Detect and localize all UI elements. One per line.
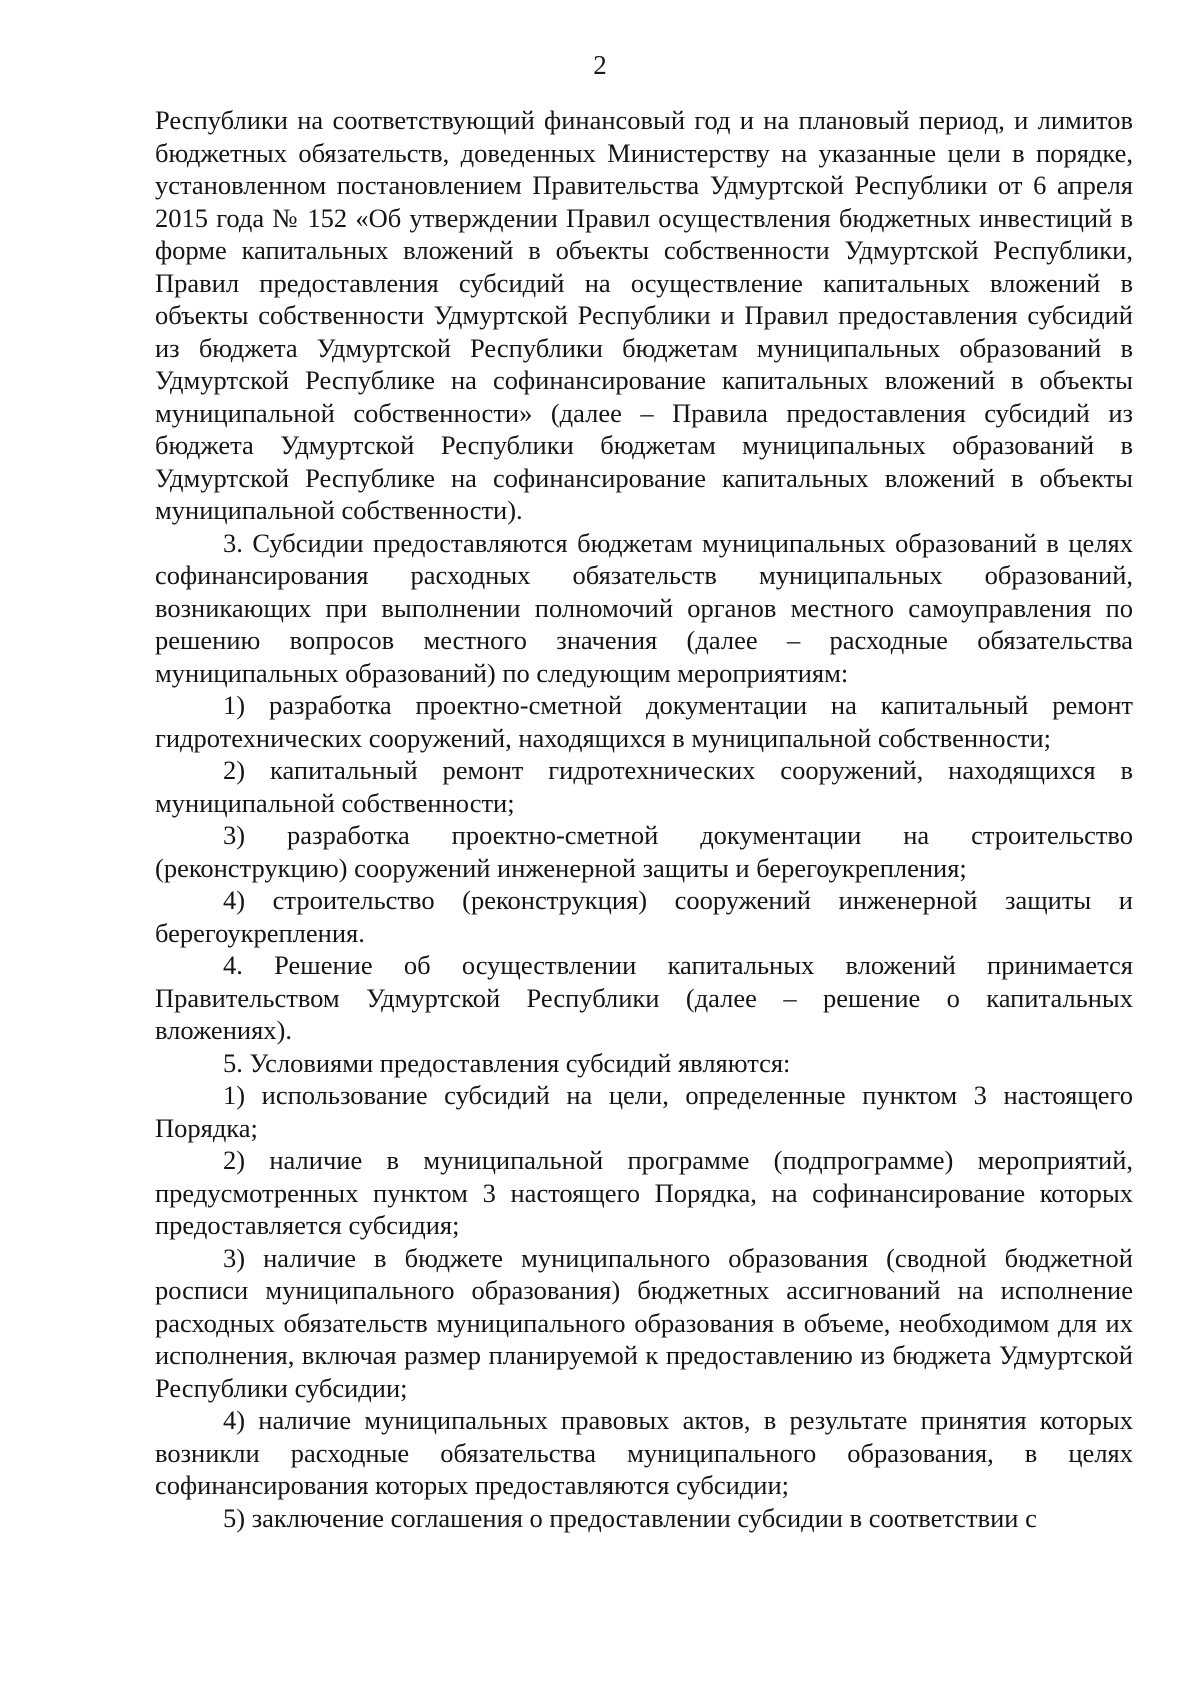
paragraph-subitem-5-5: 5) заключение соглашения о предоставлении субсидии в соответствии с <box>223 1502 1037 1533</box>
paragraph-item-3: 3. Субсидии предоставляются бюджетам муниципальных образований в целях софинансирования расходных обязательств муниципальных образований, возникающих при выполнении полномочий органов местного самоуправления по решению вопросов местного значения (далее – расходные обязательства муниципальных образований) по следующим мероприятиям: <box>155 527 1133 688</box>
paragraph-subitem-5-2: 2) наличие в муниципальной программе (подпрограмме) мероприятий, предусмотренных пунктом 3 настоящего Порядка, на софинансирование которых предоставляется субсидия; <box>155 1145 1133 1240</box>
document-body <box>155 104 1133 1534</box>
paragraph-subitem-3-3: 3) разработка проектно-сметной документации на строительство (реконструкцию) сооружений инженерной защиты и берегоукрепления; <box>155 820 1133 883</box>
paragraph-subitem-3-2: 2) капитальный ремонт гидротехнических сооружений, находящихся в муниципальной собственности; <box>155 755 1133 818</box>
paragraph-subitem-5-1: 1) использование субсидий на цели, определенные пунктом 3 настоящего Порядка; <box>155 1080 1133 1143</box>
paragraph-subitem-3-4: 4) строительство (реконструкция) сооружений инженерной защиты и берегоукрепления. <box>155 885 1133 948</box>
paragraph-subitem-3-1: 1) разработка проектно-сметной документации на капитальный ремонт гидротехнических сооружений, находящихся в муниципальной собственности; <box>155 690 1133 753</box>
paragraph-continuation: Республики на соответствующий финансовый год и на плановый период, и лимитов бюджетных обязательств, доведенных Министерству на указанные цели в порядке, установленном постановлением Правительства Удмуртской Республики от 6 апреля 2015 года № 152 «Об утверждении Правил осуществления бюджетных инвестиций в форме капитальных вложений в объекты собственности Удмуртской Республики, Правил предоставления субсидий на осуществление капитальных вложений в объекты собственности Удмуртской Республики и Правил предоставления субсидий из бюджета Удмуртской Республики бюджетам муниципальных образований в Удмуртской Республике на софинансирование капитальных вложений в объекты муниципальной собственности» (далее – Правила предоставления субсидий из бюджета Удмуртской Республики бюджетам муниципальных образований в Удмуртской Республике на софинансирование капитальных вложений в объекты муниципальной собственности). <box>155 105 1133 525</box>
page-number: 2 <box>593 50 607 80</box>
paragraph-subitem-5-4: 4) наличие муниципальных правовых актов, в результате принятия которых возникли расходные обязательства муниципального образования, в целях софинансирования которых предоставляются субсидии; <box>155 1405 1133 1500</box>
paragraph-item-5: 5. Условиями предоставления субсидий являются: <box>223 1047 791 1078</box>
paragraph-item-4: 4. Решение об осуществлении капитальных вложений принимается Правительством Удмуртской Республики (далее – решение о капитальных вложениях). <box>155 950 1133 1045</box>
paragraph-subitem-5-3: 3) наличие в бюджете муниципального образования (сводной бюджетной росписи муниципального образования) бюджетных ассигнований на исполнение расходных обязательств муниципального образования в объеме, необходимом для их исполнения, включая размер планируемой к предоставлению из бюджета Удмуртской Республики субсидии; <box>155 1242 1133 1403</box>
